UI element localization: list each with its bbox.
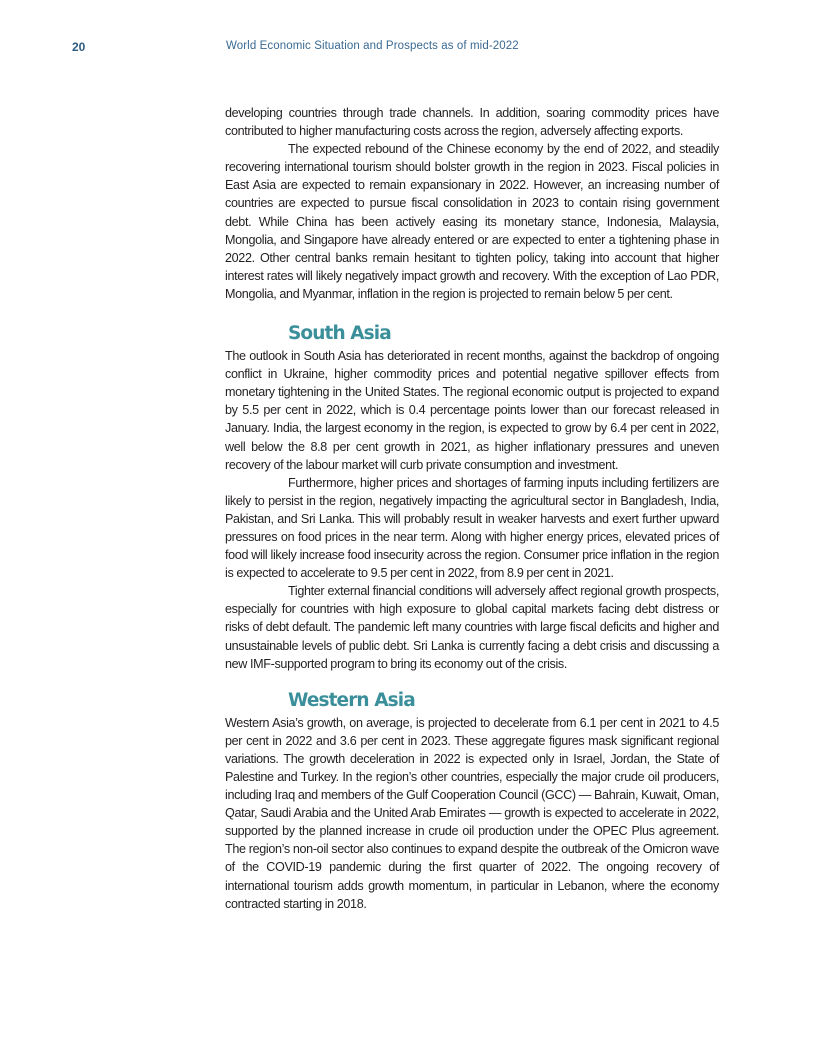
body-paragraph: Western Asia’s growth, on average, is projected to decelerate from 6.1 per cent in 2021 to 4.5 per cent in 2022 and 3.6 per cent in 2023. These aggregate figures mask significant regional variations. The growth deceleration in 2022 is expected only in Israel, Jordan, the State of Palestine and Turkey. In the region’s other countries, especially the major crude oil producers, including Iraq and members of the Gulf Cooperation Council (GCC) — Bahrain, Kuwait, Oman, Qatar, Saudi Arabia and the United Arab Emirates — growth is expected to accelerate in 2022, supported by the planned increase in crude oil production under the OPEC Plus agreement. The region’s non-oil sector also continues to expand despite the outbreak of the Omicron wave of the COVID-19 pandemic during the first quarter of 2022. The ongoing recovery of international tourism adds growth momentum, in particular in Lebanon, where the economy contracted starting in 2018.: [225, 715, 719, 911]
body-paragraph: The outlook in South Asia has deteriorated in recent months, against the backdrop of ongoing conflict in Ukraine, higher commodity prices and potential negative spillover effects from monetary tightening in the United States. The regional economic output is projected to expand by 5.5 per cent in 2022, which is 0.4 percentage points lower than our forecast released in January. India, the largest economy in the region, is expected to grow by 6.4 per cent in 2022, well below the 8.8 per cent growth in 2021, as higher inflationary pressures and uneven recovery of the labour market will curb private consumption and investment.: [225, 349, 719, 472]
body-paragraph: Tighter external financial conditions will adversely affect regional growth prospects, especially for countries with high exposure to global capital markets facing debt distress or risks of debt default. The pandemic left many countries with large fiscal deficits and higher and unsustainable levels of public debt. Sri Lanka is currently facing a debt crisis and discussing a new IMF-supported program to bring its economy out of the crisis.: [225, 584, 719, 671]
section-heading-south-asia: South Asia: [288, 323, 391, 345]
running-title: World Economic Situation and Prospects as of mid-2022: [226, 40, 519, 52]
body-paragraph: developing countries through trade channels. In addition, soaring commodity prices have contributed to higher manufacturing costs across the region, adversely affecting exports.: [225, 106, 719, 139]
main-text-column: [225, 104, 719, 913]
section-heading-western-asia: Western Asia: [288, 689, 415, 711]
body-paragraph: Furthermore, higher prices and shortages of farming inputs including fertilizers are likely to persist in the region, negatively impacting the agricultural sector in Bangladesh, India, Pakistan, and Sri Lanka. This will probably result in weaker harvests and exert further upward pressures on food prices in the near term. Along with higher energy prices, elevated prices of food will likely increase food insecurity across the region. Consumer price inflation in the region is expected to accelerate to 9.5 per cent in 2022, from 8.9 per cent in 2021.: [225, 475, 719, 581]
page-number: 20: [72, 40, 86, 54]
body-paragraph: The expected rebound of the Chinese economy by the end of 2022, and steadily recovering international tourism should bolster growth in the region in 2023. Fiscal policies in East Asia are expected to remain expansionary in 2022. However, an increasing number of countries are expected to pursue fiscal consolidation in 2023 to contain rising government debt. While China has been actively easing its monetary stance, Indonesia, Malaysia, Mongolia, and Singapore have already entered or are expected to enter a tightening phase in 2022. Other central banks remain hesitant to tighten policy, taking into account that higher interest rates will likely negatively impact growth and recovery. With the exception of Lao PDR, Mongolia, and Myanmar, inflation in the region is projected to remain below 5 per cent.: [225, 142, 719, 301]
running-header: [0, 40, 816, 56]
